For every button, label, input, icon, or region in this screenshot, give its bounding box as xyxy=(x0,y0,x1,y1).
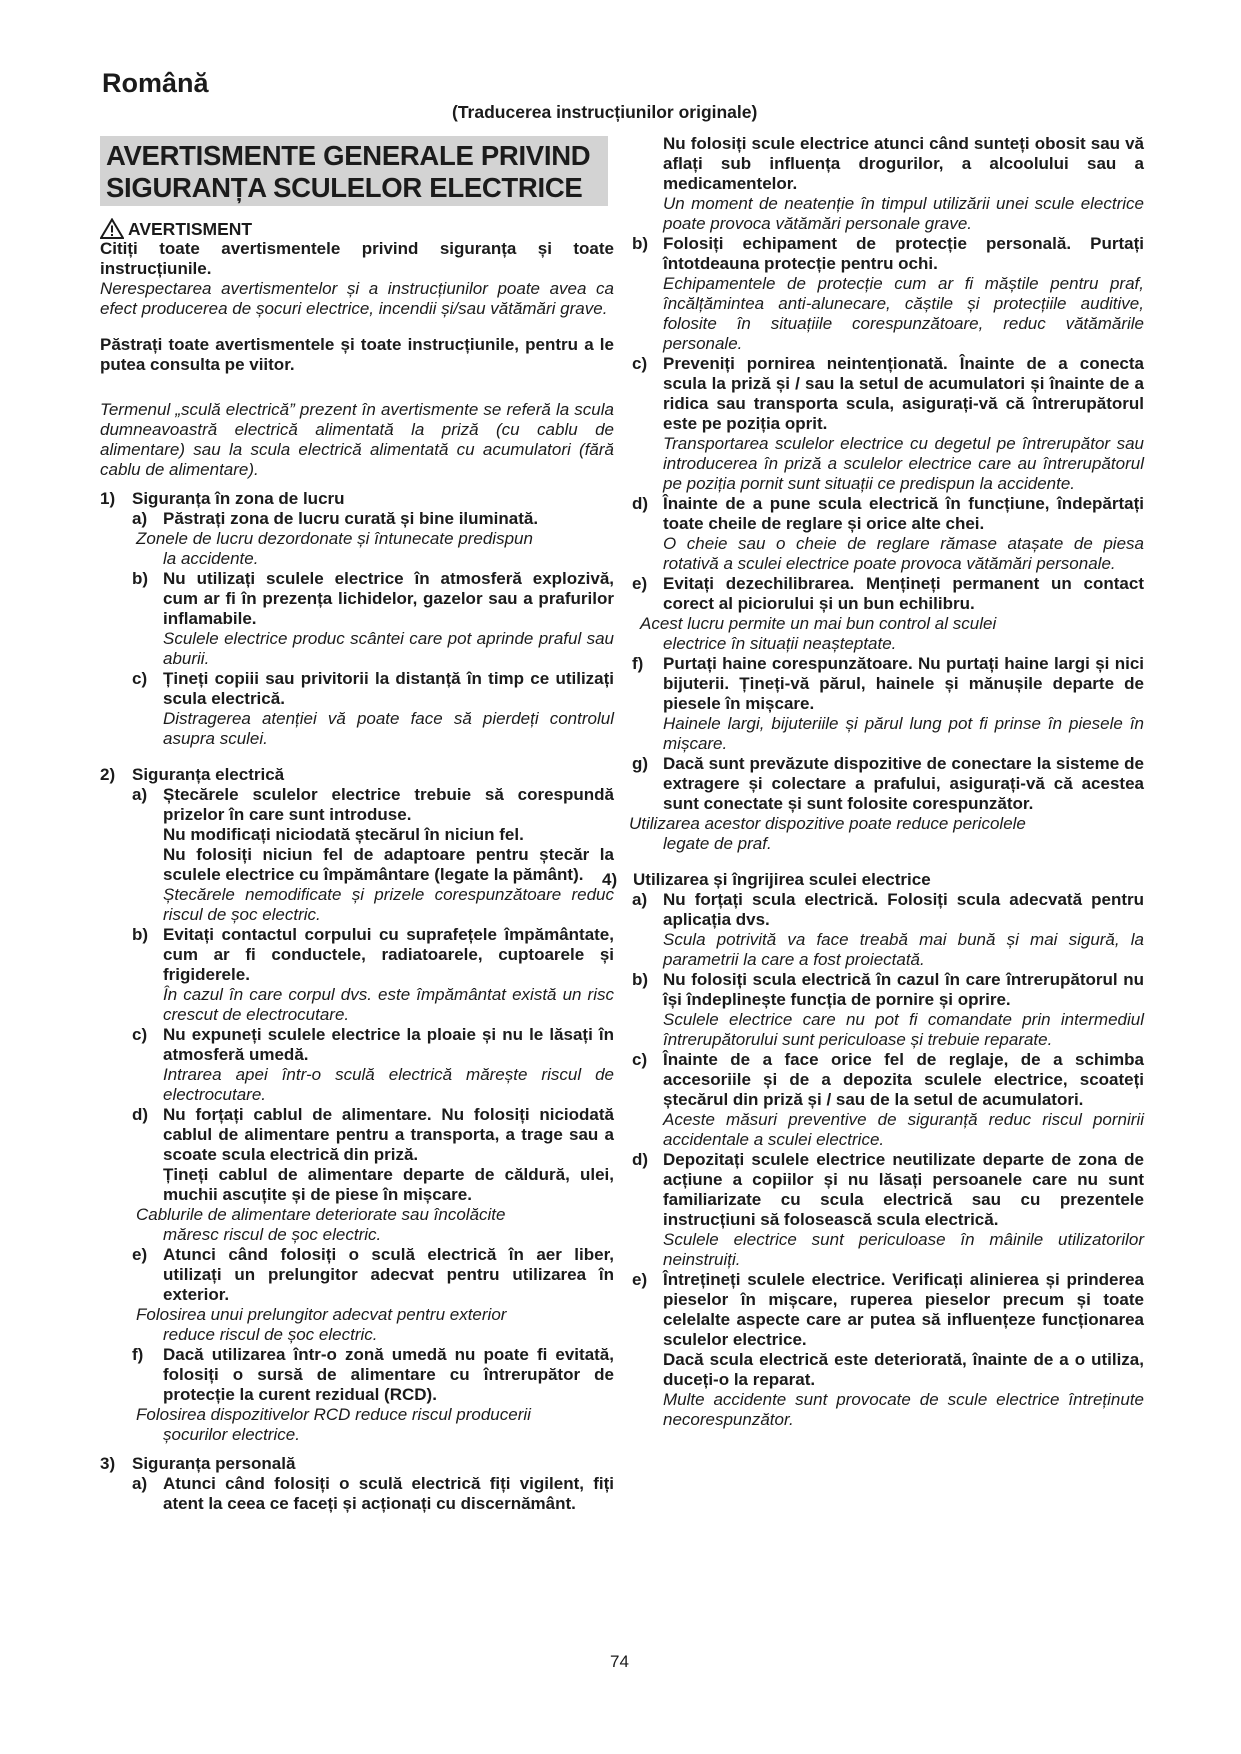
list-item: c) Țineți copiii sau privitorii la distanță în timp ce utilizați scula electrică. xyxy=(132,669,614,708)
item-note: legate de praf. xyxy=(663,834,772,853)
list-item: e) Atunci când folosiți o sculă electrică în aer liber, utilizați un prelungitor adecvat pentru utilizarea în exterior. xyxy=(132,1245,614,1304)
item-note: Hainele largi, bijuteriile și părul lung pot fi prinse în piesele în mișcare. xyxy=(663,714,1144,753)
item-text: Dacă scula electrică este deteriorată, înainte de a o utiliza, duceți-o la reparat. xyxy=(663,1350,1144,1389)
list-item: f) Dacă utilizarea într-o zonă umedă nu poate fi evitată, folosiți o sursă de alimentare cu întrerupător de protecție la curent rezidual (RCD). xyxy=(132,1345,614,1404)
item-note: Transportarea sculelor electrice cu degetul pe întrerupător sau introducerea în priză a sculelor electrice care au întrerupătorul pe poziția pornit sunt situații ce predispun la accidente. xyxy=(663,434,1144,493)
item-note: șocurilor electrice. xyxy=(163,1425,300,1444)
list-item: c) Preveniți pornirea neintenționată. Înainte de a conecta scula la priză și / sau la setul de acumulatori și înainte de a ridica sau transporta scula, asigurați-vă că întrerupătorul este pe poziția oprit. xyxy=(632,354,1144,433)
list-item: d) Înainte de a pune scula electrică în funcțiune, îndepărtați toate cheile de reglare și orice alte chei. xyxy=(632,494,1144,533)
list-item: g) Dacă sunt prevăzute dispozitive de conectare la sisteme de extragere și colectare a prafului, asigurați-vă că acestea sunt conectate și sunt folosite corespunzător. xyxy=(632,754,1144,813)
warning-triangle-icon xyxy=(100,218,124,239)
right-column xyxy=(602,134,1144,1430)
item-text: Nu modificați niciodată ștecărul în niciun fel. xyxy=(163,825,524,844)
list-item: e) Întrețineți sculele electrice. Verificați alinierea și prinderea pieselor în mișcare, ruperea pieselor precum și toate celelalte aspecte care ar putea să influențeze funcționarea sculelor electrice. xyxy=(632,1270,1144,1349)
list-item: c) Nu expuneți sculele electrice la ploaie și nu le lăsați în atmosferă umedă. xyxy=(132,1025,614,1064)
item-note: O cheie sau o cheie de reglare rămase atașate de piesa rotativă a sculei electrice poate provoca vătămări personale. xyxy=(663,534,1144,573)
item-text: Nu folosiți scule electrice atunci când sunteți obosit sau vă aflați sub influența drogurilor, a alcoolului sau a medicamentelor. xyxy=(663,134,1144,193)
warning-label: AVERTISMENT xyxy=(128,218,253,239)
item-note: electrice în situații neașteptate. xyxy=(663,634,897,653)
list-item: d) Nu forțați cablul de alimentare. Nu folosiți niciodată cablul de alimentare pentru a transporta, a trage sau a scoate scula electrică din priză. xyxy=(132,1105,614,1164)
item-note: Folosirea unui prelungitor adecvat pentru exterior xyxy=(136,1305,507,1324)
item-note: la accidente. xyxy=(163,549,259,568)
left-column xyxy=(100,132,614,1514)
section-4-heading: 4) Utilizarea și îngrijirea sculei electrice xyxy=(602,870,931,889)
section-title-box xyxy=(100,136,608,206)
item-note: Distragerea atenției vă poate face să pierdeți controlul asupra sculei. xyxy=(163,709,614,748)
translation-subtitle: (Traducerea instrucțiunilor originale) xyxy=(452,102,758,122)
keep-instructions-text: Păstrați toate avertismentele și toate instrucțiunile, pentru a le putea consulta pe viitor. xyxy=(100,335,614,374)
item-note: reduce riscul de șoc electric. xyxy=(163,1325,378,1344)
item-note: Echipamentele de protecție cum ar fi măștile pentru praf, încălțămintea anti-alunecare, căștile și protecțiile auditive, folosite în situațiile corespunzătoare, reduc vătămările personale. xyxy=(663,274,1144,353)
list-item: d) Depozitați sculele electrice neutilizate departe de zona de acțiune a copiilor și nu lăsați persoanele care nu sunt familiarizate cu scula electrică sau cu prezentele instrucțiuni să folosească scula electrică. xyxy=(632,1150,1144,1229)
list-item: f) Purtați haine corespunzătoare. Nu purtați haine largi și nici bijuterii. Țineți-vă părul, hainele și mănușile departe de piesele în mișcare. xyxy=(632,654,1144,713)
read-all-note: Nerespectarea avertismentelor și a instrucțiunilor poate avea ca efect producerea de șocuri electrice, incendii și/sau vătămări grave. xyxy=(100,279,614,318)
list-item: c) Înainte de a face orice fel de reglaje, de a schimba accesoriile și de a depozita sculele electrice, scoateți ștecărul din priză și / sau de la setul de acumulatori. xyxy=(632,1050,1144,1109)
item-note: Multe accidente sunt provocate de scule electrice întreținute necorespunzător. xyxy=(663,1390,1144,1429)
list-item: e) Evitați dezechilibrarea. Mențineți permanent un contact corect al piciorului și un bun echilibru. xyxy=(632,574,1144,613)
item-note: Folosirea dispozitivelor RCD reduce riscul producerii xyxy=(136,1405,531,1424)
item-note: Sculele electrice produc scântei care pot aprinde praful sau aburii. xyxy=(163,629,614,668)
item-note: Un moment de neatenție în timpul utilizării unei scule electrice poate provoca vătămări personale grave. xyxy=(663,194,1144,233)
item-note: Zonele de lucru dezordonate și întunecate predispun xyxy=(136,529,533,548)
section-title-line2: SIGURANȚA SCULELOR ELECTRICE xyxy=(106,172,583,203)
warning-heading xyxy=(100,218,614,239)
item-note: Sculele electrice care nu pot fi comandate prin intermediul întrerupătorului sunt periculoase și trebuie reparate. xyxy=(663,1010,1144,1049)
list-item: b) Nu utilizați sculele electrice în atmosferă explozivă, cum ar fi în prezența lichidelor, gazelor sau a prafurilor inflamabile. xyxy=(132,569,614,628)
item-note: Scula potrivită va face treabă mai bună și mai sigură, la parametrii la care a fost proiectată. xyxy=(663,930,1144,969)
item-note: Aceste măsuri preventive de siguranță reduc riscul pornirii accidentale a sculei electrice. xyxy=(663,1110,1144,1149)
item-text: Țineți cablul de alimentare departe de căldură, ulei, muchii ascuțite și de piese în mișcare. xyxy=(163,1165,614,1204)
item-note: Cablurile de alimentare deteriorate sau încolăcite xyxy=(136,1205,506,1224)
item-note: Ștecărele nemodificate și prizele corespunzătoare reduc riscul de șoc electric. xyxy=(163,885,614,924)
list-item: b) Evitați contactul corpului cu suprafețele împământate, cum ar fi conductele, radiatoarele, cuptoarele și frigiderele. xyxy=(132,925,614,984)
term-definition: Termenul „sculă electrică” prezent în avertismente se referă la scula dumneavoastră electrică alimentată la priză (cu cablu de alimentare) sau la scula electrică alimentată cu acumulatori (fără cablu de alimentare). xyxy=(100,400,614,479)
item-note: Acest lucru permite un mai bun control al sculei xyxy=(640,614,997,633)
list-item: b) Folosiți echipament de protecție personală. Purtați întotdeauna protecție pentru ochi. xyxy=(632,234,1144,273)
list-item: a) Ștecărele sculelor electrice trebuie să corespundă prizelor în care sunt introduse. xyxy=(132,785,614,824)
item-note: Sculele electrice sunt periculoase în mâinile utilizatorilor neinstruiți. xyxy=(663,1230,1144,1269)
item-note: Intrarea apei într-o sculă electrică mărește riscul de electrocutare. xyxy=(163,1065,614,1104)
item-text: Nu folosiți niciun fel de adaptoare pentru ștecăr la sculele electrice cu împământare (legate la pământ). xyxy=(163,845,614,884)
section-title-line1: AVERTISMENTE GENERALE PRIVIND xyxy=(106,140,591,171)
section-1-heading: 1) Siguranța în zona de lucru xyxy=(100,489,345,508)
item-note: măresc riscul de șoc electric. xyxy=(163,1225,382,1244)
list-item: a) Atunci când folosiți o sculă electrică fiți vigilent, fiți atent la ceea ce faceți și acționați cu discernământ. xyxy=(132,1474,614,1513)
list-item: b) Nu folosiți scula electrică în cazul în care întrerupătorul nu își îndeplinește funcția de pornire și oprire. xyxy=(632,970,1144,1009)
section-3-heading: 3) Siguranța personală xyxy=(100,1454,296,1473)
list-item: a) Păstrați zona de lucru curată și bine iluminată. xyxy=(132,509,539,528)
item-note: Utilizarea acestor dispozitive poate reduce pericolele xyxy=(629,814,1026,833)
language-heading: Română xyxy=(102,68,209,98)
item-note: În cazul în care corpul dvs. este împământat există un risc crescut de electrocutare. xyxy=(163,985,614,1024)
section-2-heading: 2) Siguranța electrică xyxy=(100,765,285,784)
page-number: 74 xyxy=(610,1652,629,1671)
read-all-text: Citiți toate avertismentele privind siguranța și toate instrucțiunile. xyxy=(100,239,614,278)
list-item: a) Nu forțați scula electrică. Folosiți scula adecvată pentru aplicația dvs. xyxy=(632,890,1144,929)
